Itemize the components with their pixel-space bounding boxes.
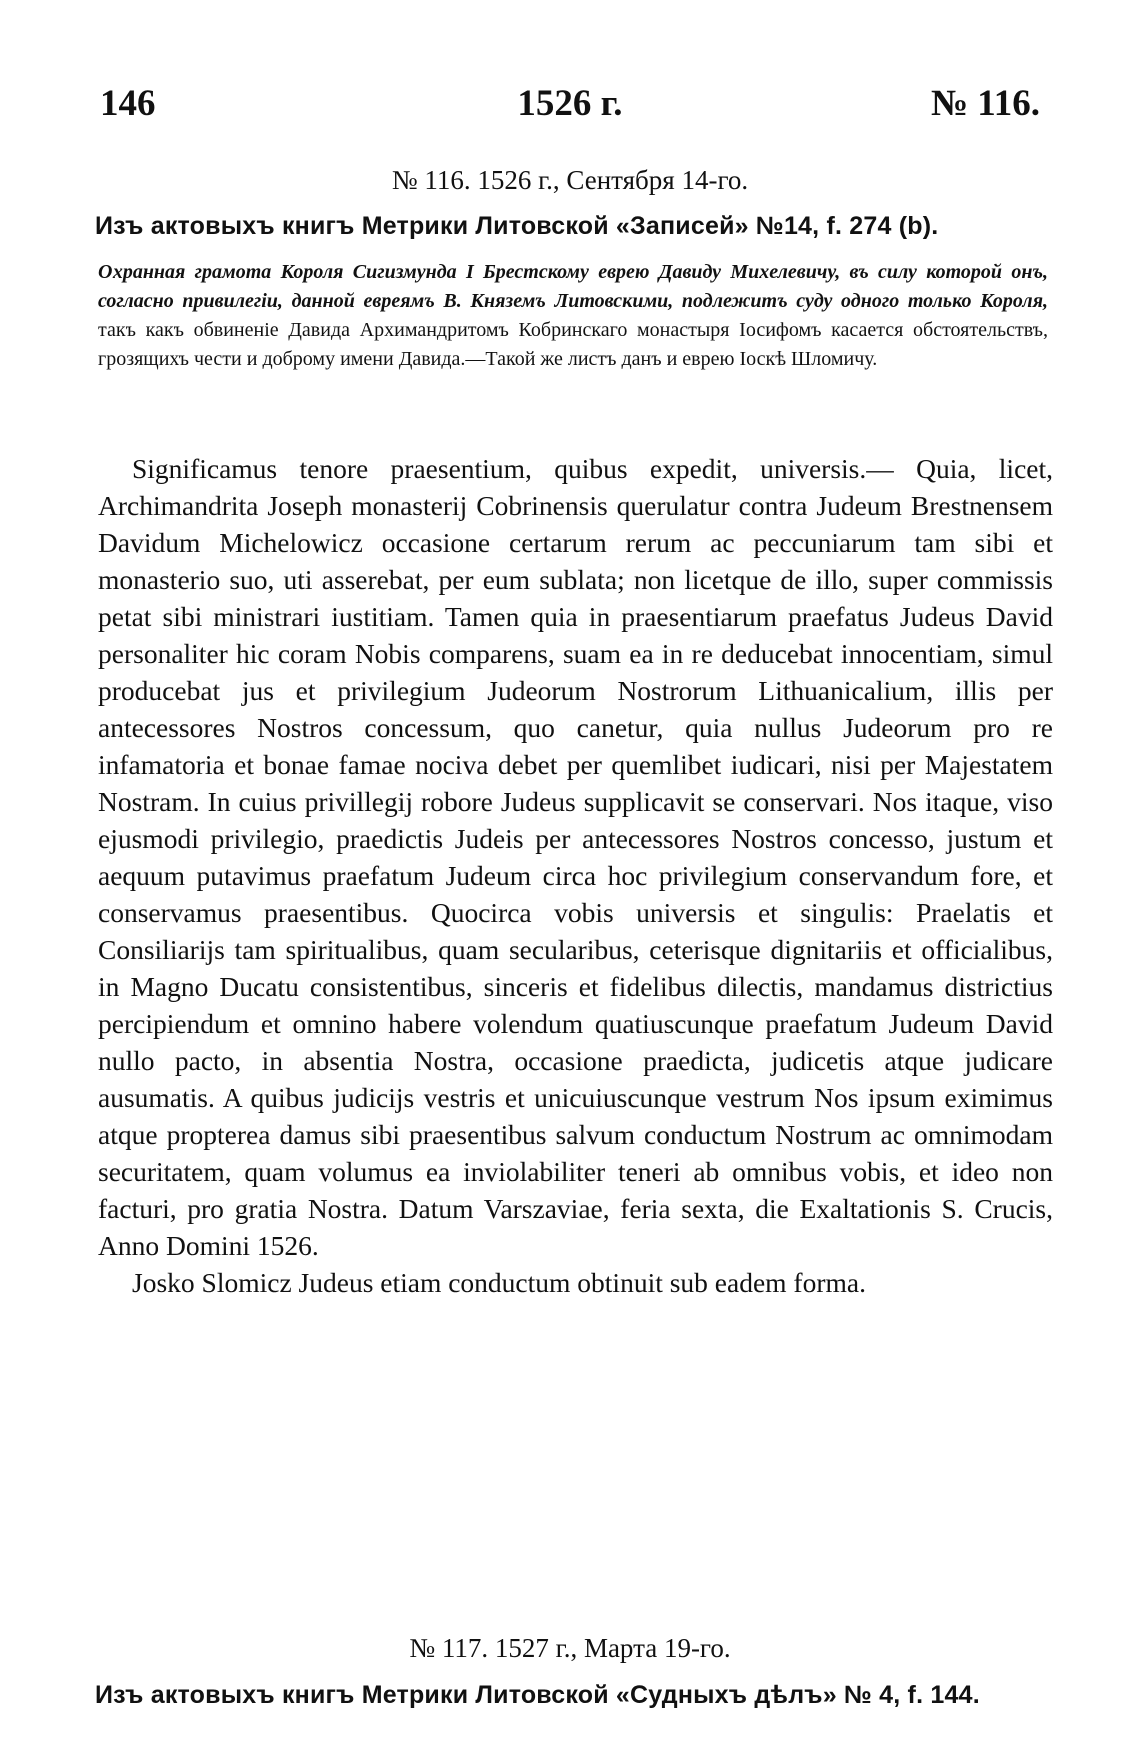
page-number: 146 xyxy=(100,83,156,124)
entry-117-heading: № 117. 1527 г., Марта 19-го. xyxy=(409,1633,731,1663)
entry-116-body xyxy=(98,450,1053,1301)
entry-117-source: Изъ актовыхъ книгъ Метрики Литовской «Судныхъ дѣлъ» № 4, f. 144. xyxy=(95,1681,980,1709)
running-head-doc-number: № 116. xyxy=(930,83,1040,124)
running-head xyxy=(100,82,1040,132)
postscript-paragraph: Josko Slomicz Judeus etiam conductum obtinuit sub eadem forma. xyxy=(132,1267,866,1298)
entry-116-heading: № 116. 1526 г., Сентября 14-го. xyxy=(391,165,749,195)
entry-116-summary xyxy=(98,258,1048,374)
summary-plain: такъ какъ обвиненіе Давида Архимандритомъ Кобринскаго монастыря Іосифомъ касается обстоятельствъ, грозящихъ чести и доброму имени Давида.—Такой же листъ данъ и еврею Іоскѣ Шломичу. xyxy=(98,319,1048,370)
summary-italic: Охранная грамота Короля Сигизмунда I Брестскому еврею Давиду Михелевичу, въ силу которой онъ, согласно привилегіи, данной евреямъ В. Княземъ Литовскими, подлежитъ суду одного только Короля, xyxy=(98,261,1048,312)
body-paragraph: Significamus tenore praesentium, quibus expedit, universis.— Quia, licet, Archimandrita Joseph monasterij Cobrinensis querulatur contra Judeum Brestnensem Davidum Michelowicz occasione certarum rerum ac peccuniarum tam sibi et monasterio suo, uti asserebat, per eum sublata; non licetque de illo, super commissis petat sibi ministrari iustitiam. Tamen quia in praesentiarum praefatus Judeus David personaliter hic coram Nobis comparens, suam ea in re deducebat innocentiam, simul producebat jus et privilegium Judeorum Nostrorum Lithuanicalium, illis per antecessores Nostros concessum, quo canetur, quia nullus Judeorum pro re infamatoria et bonae famae nociva debet per quemlibet iudicari, nisi per Majestatem Nostram. In cuius privillegij robore Judeus supplicavit se conservari. Nos itaque, viso ejusmodi privilegio, praedictis Judeis per antecessores Nostros concesso, justum et aequum putavimus praefatum Judeum circa hoc privilegium conservandum fore, et conservamus praesentibus. Quocirca vobis universis et singulis: Praelatis et Consiliarijs tam spiritualibus, quam secularibus, ceterisque dignitariis et officialibus, in Magno Ducatu consistentibus, sinceris et fidelibus dilectis, mandamus districtius percipiendum et omnino habere volendum quatiuscunque praefatum Judeum David nullo pacto, in absentia Nostra, occasione praedicta, judicetis atque judicare ausumatis. A quibus judicijs vestris et unicuiuscunque vestrum Nos ipsum eximimus atque propterea damus sibi praesentibus salvum conductum Nostrum ac omnimodam securitatem, quam volumus ea inviolabiliter teneri ab omnibus vobis, et ideo non facturi, pro gratia Nostra. Datum Varszaviae, feria sexta, die Exaltationis S. Crucis, Anno Domini 1526. xyxy=(98,453,1053,1261)
running-head-year: 1526 г. xyxy=(517,83,623,124)
entry-116-source: Изъ актовыхъ книгъ Метрики Литовской «Записей» №14, f. 274 (b). xyxy=(95,212,939,240)
